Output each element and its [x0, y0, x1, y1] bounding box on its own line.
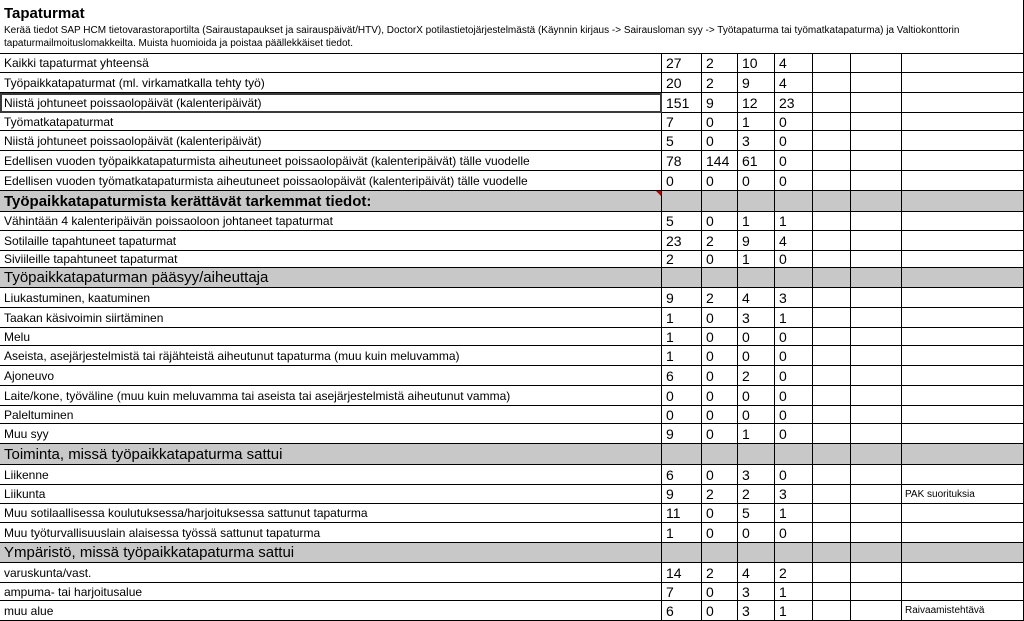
- value-cell[interactable]: 5: [738, 504, 775, 523]
- value-cell[interactable]: 1: [738, 251, 775, 268]
- value-cell[interactable]: 14: [662, 563, 702, 583]
- empty-cell[interactable]: [851, 251, 902, 268]
- section-header[interactable]: [0, 0, 1024, 54]
- note-cell[interactable]: [902, 191, 1024, 212]
- value-cell[interactable]: 78: [662, 151, 702, 171]
- note-cell[interactable]: [902, 366, 1024, 386]
- empty-cell[interactable]: [851, 386, 902, 406]
- value-cell[interactable]: 2: [738, 366, 775, 386]
- value-cell[interactable]: 3: [738, 465, 775, 485]
- value-cell[interactable]: 1: [775, 212, 813, 231]
- value-cell[interactable]: 5: [662, 212, 702, 231]
- value-cell[interactable]: [702, 268, 738, 288]
- empty-cell[interactable]: [813, 563, 851, 583]
- empty-cell[interactable]: [851, 113, 902, 131]
- value-cell[interactable]: [738, 444, 775, 465]
- row-label-cell[interactable]: Muu työturvallisuuslain alaisessa työssä sattunut tapaturma: [0, 523, 662, 543]
- value-cell[interactable]: 27: [662, 54, 702, 73]
- empty-cell[interactable]: [813, 424, 851, 444]
- note-cell[interactable]: [902, 504, 1024, 523]
- note-cell[interactable]: [902, 212, 1024, 231]
- note-cell[interactable]: [902, 406, 1024, 424]
- note-cell[interactable]: [902, 54, 1024, 73]
- note-cell[interactable]: [902, 465, 1024, 485]
- row-label-cell[interactable]: Työmatkatapaturmat: [0, 113, 662, 131]
- empty-cell[interactable]: [813, 465, 851, 485]
- value-cell[interactable]: 0: [775, 113, 813, 131]
- sheet-description: Kerää tiedot SAP HCM tietovarastoraportilta (Sairaustapaukset ja sairauspäivät/HTV), DoctorX potilastietojärjestelmästä (Käynnin kirjaus -> Sairausloman syy -> Työtapaturma tai työmatkatapaturma) ja Valtiokonttorin tapaturmailmoituslomakkeilta. Muista huomioida ja poistaa päällekkäiset tiedot.: [4, 25, 960, 49]
- value-cell[interactable]: 7: [662, 583, 702, 601]
- empty-cell[interactable]: [813, 212, 851, 231]
- value-cell[interactable]: [775, 543, 813, 563]
- row-label-cell[interactable]: Melu: [0, 328, 662, 346]
- value-cell[interactable]: 0: [775, 406, 813, 424]
- value-cell[interactable]: 0: [738, 346, 775, 366]
- table-row: [0, 251, 1024, 268]
- empty-cell[interactable]: [813, 444, 851, 465]
- value-cell[interactable]: 0: [702, 465, 738, 485]
- table-row: [0, 93, 1024, 113]
- table-row: [0, 366, 1024, 386]
- value-cell[interactable]: 4: [738, 288, 775, 308]
- value-cell[interactable]: 10: [738, 54, 775, 73]
- value-cell[interactable]: [702, 543, 738, 563]
- empty-cell[interactable]: [851, 212, 902, 231]
- empty-cell[interactable]: [813, 386, 851, 406]
- value-cell[interactable]: 0: [775, 251, 813, 268]
- value-cell[interactable]: 1: [662, 308, 702, 328]
- value-cell[interactable]: 0: [702, 386, 738, 406]
- empty-cell[interactable]: [851, 308, 902, 328]
- table-row: [0, 583, 1024, 601]
- value-cell[interactable]: [738, 191, 775, 212]
- row-label-cell[interactable]: Sotilaille tapahtuneet tapaturmat: [0, 231, 662, 251]
- row-label-cell[interactable]: Työpaikkatapaturmat (ml. virkamatkalla tehty työ): [0, 73, 662, 93]
- value-cell[interactable]: 4: [775, 54, 813, 73]
- row-label-cell[interactable]: Edellisen vuoden työpaikkatapaturmista aiheutuneet poissaolopäivät (kalenteripäivät) tälle vuodelle: [0, 151, 662, 171]
- table-row: [0, 523, 1024, 543]
- note-cell[interactable]: [902, 93, 1024, 113]
- note-cell[interactable]: [902, 308, 1024, 328]
- section-title-cell[interactable]: Työpaikkatapaturmista kerättävät tarkemmat tiedot:: [0, 191, 662, 212]
- value-cell[interactable]: [662, 444, 702, 465]
- row-label-cell[interactable]: Edellisen vuoden työmatkatapaturmista aiheutuneet poissaolopäivät (kalenteripäivät) tälle vuodelle: [0, 171, 662, 191]
- value-cell[interactable]: 144: [702, 151, 738, 171]
- empty-cell[interactable]: [851, 191, 902, 212]
- value-cell[interactable]: 0: [702, 171, 738, 191]
- value-cell[interactable]: 0: [775, 151, 813, 171]
- note-cell[interactable]: [902, 131, 1024, 151]
- value-cell[interactable]: 1: [662, 346, 702, 366]
- section-title-cell[interactable]: Toiminta, missä työpaikkatapaturma sattui: [0, 444, 662, 465]
- value-cell[interactable]: 2: [702, 54, 738, 73]
- value-cell[interactable]: 11: [662, 504, 702, 523]
- empty-cell[interactable]: [851, 444, 902, 465]
- empty-cell[interactable]: [813, 523, 851, 543]
- empty-cell[interactable]: [813, 601, 851, 621]
- value-cell[interactable]: 0: [702, 212, 738, 231]
- empty-cell[interactable]: [813, 366, 851, 386]
- value-cell[interactable]: 4: [775, 73, 813, 93]
- value-cell[interactable]: 0: [738, 386, 775, 406]
- row-label-cell[interactable]: Niistä johtuneet poissaolopäivät (kalenteripäivät): [0, 93, 662, 113]
- section-title-cell[interactable]: Työpaikkatapaturman pääsyy/aiheuttaja: [0, 268, 662, 288]
- note-cell[interactable]: [902, 231, 1024, 251]
- value-cell[interactable]: 12: [738, 93, 775, 113]
- empty-cell[interactable]: [813, 251, 851, 268]
- value-cell[interactable]: 0: [702, 346, 738, 366]
- value-cell[interactable]: 2: [775, 563, 813, 583]
- empty-cell[interactable]: [813, 231, 851, 251]
- section-row: [0, 543, 1024, 563]
- empty-cell[interactable]: [851, 406, 902, 424]
- table-row: [0, 386, 1024, 406]
- value-cell[interactable]: 0: [662, 386, 702, 406]
- row-label-cell[interactable]: Paleltuminen: [0, 406, 662, 424]
- table-row: [0, 308, 1024, 328]
- empty-cell[interactable]: [813, 131, 851, 151]
- row-label-cell[interactable]: Kaikki tapaturmat yhteensä: [0, 54, 662, 73]
- value-cell[interactable]: 1: [738, 212, 775, 231]
- empty-cell[interactable]: [813, 171, 851, 191]
- empty-cell[interactable]: [813, 583, 851, 601]
- empty-cell[interactable]: [851, 366, 902, 386]
- value-cell[interactable]: [702, 191, 738, 212]
- value-cell[interactable]: 0: [775, 171, 813, 191]
- empty-cell[interactable]: [813, 73, 851, 93]
- table-row: [0, 212, 1024, 231]
- table-row: [0, 231, 1024, 251]
- row-label-cell[interactable]: ampuma- tai harjoitusalue: [0, 583, 662, 601]
- note-cell[interactable]: [902, 251, 1024, 268]
- value-cell[interactable]: 1: [662, 523, 702, 543]
- empty-cell[interactable]: [813, 268, 851, 288]
- empty-cell[interactable]: [813, 504, 851, 523]
- empty-cell[interactable]: [851, 543, 902, 563]
- table-row: [0, 131, 1024, 151]
- empty-cell[interactable]: [851, 231, 902, 251]
- empty-cell[interactable]: [851, 504, 902, 523]
- empty-cell[interactable]: [813, 328, 851, 346]
- note-cell[interactable]: [902, 583, 1024, 601]
- section-row: [0, 268, 1024, 288]
- empty-cell[interactable]: [851, 73, 902, 93]
- value-cell[interactable]: 0: [738, 406, 775, 424]
- value-cell[interactable]: [662, 543, 702, 563]
- comment-indicator-icon[interactable]: [656, 191, 661, 196]
- value-cell[interactable]: 0: [662, 171, 702, 191]
- sheet-title: Tapaturmat: [4, 5, 85, 22]
- empty-cell[interactable]: [851, 328, 902, 346]
- value-cell[interactable]: [775, 191, 813, 212]
- value-cell[interactable]: 1: [775, 583, 813, 601]
- table-row: [0, 563, 1024, 583]
- empty-cell[interactable]: [813, 288, 851, 308]
- value-cell[interactable]: 0: [702, 131, 738, 151]
- value-cell[interactable]: 0: [702, 113, 738, 131]
- note-cell[interactable]: [902, 346, 1024, 366]
- value-cell[interactable]: 9: [662, 424, 702, 444]
- empty-cell[interactable]: [813, 406, 851, 424]
- value-cell[interactable]: 3: [738, 308, 775, 328]
- empty-cell[interactable]: [813, 113, 851, 131]
- empty-cell[interactable]: [813, 543, 851, 563]
- value-cell[interactable]: 4: [775, 231, 813, 251]
- row-label-cell[interactable]: Taakan käsivoimin siirtäminen: [0, 308, 662, 328]
- value-cell[interactable]: 2: [662, 251, 702, 268]
- table-row: [0, 504, 1024, 523]
- table-row: [0, 601, 1024, 621]
- value-cell[interactable]: 0: [702, 523, 738, 543]
- row-label-cell[interactable]: muu alue: [0, 601, 662, 621]
- value-cell[interactable]: 3: [738, 131, 775, 151]
- value-cell[interactable]: 1: [662, 328, 702, 346]
- value-cell[interactable]: 0: [775, 465, 813, 485]
- value-cell[interactable]: 0: [775, 346, 813, 366]
- table-row: [0, 465, 1024, 485]
- empty-cell[interactable]: [851, 171, 902, 191]
- value-cell[interactable]: 3: [775, 288, 813, 308]
- value-cell[interactable]: 1: [775, 504, 813, 523]
- value-cell[interactable]: 0: [702, 601, 738, 621]
- table-row: [0, 113, 1024, 131]
- value-cell[interactable]: [738, 268, 775, 288]
- value-cell[interactable]: 20: [662, 73, 702, 93]
- value-cell[interactable]: 0: [702, 583, 738, 601]
- value-cell[interactable]: 4: [738, 563, 775, 583]
- value-cell[interactable]: 2: [702, 231, 738, 251]
- table-row: [0, 424, 1024, 444]
- note-cell[interactable]: PAK suorituksia: [902, 485, 1024, 504]
- value-cell[interactable]: 9: [702, 93, 738, 113]
- value-cell[interactable]: [702, 444, 738, 465]
- empty-cell[interactable]: [851, 563, 902, 583]
- note-cell[interactable]: Raivaamistehtävä: [902, 601, 1024, 621]
- empty-cell[interactable]: [851, 54, 902, 73]
- value-cell[interactable]: 7: [662, 113, 702, 131]
- empty-cell[interactable]: [851, 268, 902, 288]
- table-row: [0, 151, 1024, 171]
- value-cell[interactable]: 0: [738, 171, 775, 191]
- value-cell[interactable]: 2: [702, 485, 738, 504]
- value-cell[interactable]: 0: [738, 328, 775, 346]
- note-cell[interactable]: [902, 386, 1024, 406]
- row-label-cell[interactable]: Liikenne: [0, 465, 662, 485]
- row-label-cell[interactable]: Liukastuminen, kaatuminen: [0, 288, 662, 308]
- value-cell[interactable]: 0: [775, 131, 813, 151]
- value-cell[interactable]: 9: [662, 288, 702, 308]
- empty-cell[interactable]: [851, 424, 902, 444]
- empty-cell[interactable]: [813, 308, 851, 328]
- row-label-cell[interactable]: Niistä johtuneet poissaolopäivät (kalenteripäivät): [0, 131, 662, 151]
- note-cell[interactable]: [902, 171, 1024, 191]
- empty-cell[interactable]: [813, 93, 851, 113]
- value-cell[interactable]: 0: [775, 328, 813, 346]
- value-cell[interactable]: [662, 268, 702, 288]
- value-cell[interactable]: 5: [662, 131, 702, 151]
- note-cell[interactable]: [902, 444, 1024, 465]
- row-label-cell[interactable]: Ajoneuvo: [0, 366, 662, 386]
- value-cell[interactable]: 0: [702, 406, 738, 424]
- note-cell[interactable]: [902, 523, 1024, 543]
- value-cell[interactable]: 0: [702, 251, 738, 268]
- note-cell[interactable]: [902, 288, 1024, 308]
- note-cell[interactable]: [902, 268, 1024, 288]
- value-cell[interactable]: 1: [738, 113, 775, 131]
- value-cell[interactable]: 2: [702, 563, 738, 583]
- table-row: [0, 171, 1024, 191]
- note-cell[interactable]: [902, 73, 1024, 93]
- value-cell[interactable]: 2: [702, 73, 738, 93]
- value-cell[interactable]: 2: [738, 485, 775, 504]
- note-cell[interactable]: [902, 424, 1024, 444]
- value-cell[interactable]: 0: [702, 308, 738, 328]
- value-cell[interactable]: 3: [738, 601, 775, 621]
- row-label-cell[interactable]: Laite/kone, työväline (muu kuin meluvamma tai aseista tai asejärjestelmistä aiheutunut vamma): [0, 386, 662, 406]
- empty-cell[interactable]: [813, 151, 851, 171]
- row-label-cell[interactable]: Siviileille tapahtuneet tapaturmat: [0, 251, 662, 268]
- value-cell[interactable]: 9: [662, 485, 702, 504]
- empty-cell[interactable]: [851, 465, 902, 485]
- table-row: [0, 54, 1024, 73]
- value-cell[interactable]: 0: [702, 424, 738, 444]
- value-cell[interactable]: 6: [662, 601, 702, 621]
- table-row: [0, 328, 1024, 346]
- empty-cell[interactable]: [851, 151, 902, 171]
- section-row: [0, 191, 1024, 212]
- empty-cell[interactable]: [851, 523, 902, 543]
- value-cell[interactable]: 0: [702, 504, 738, 523]
- note-cell[interactable]: [902, 543, 1024, 563]
- empty-cell[interactable]: [851, 131, 902, 151]
- value-cell[interactable]: 1: [775, 308, 813, 328]
- row-label-cell[interactable]: Muu syy: [0, 424, 662, 444]
- value-cell[interactable]: 0: [775, 386, 813, 406]
- note-cell[interactable]: [902, 328, 1024, 346]
- section-row: [0, 444, 1024, 465]
- value-cell[interactable]: 0: [702, 328, 738, 346]
- value-cell[interactable]: 0: [775, 523, 813, 543]
- value-cell[interactable]: 0: [775, 424, 813, 444]
- value-cell[interactable]: 2: [702, 288, 738, 308]
- note-cell[interactable]: [902, 113, 1024, 131]
- empty-cell[interactable]: [851, 485, 902, 504]
- note-cell[interactable]: [902, 563, 1024, 583]
- empty-cell[interactable]: [813, 191, 851, 212]
- value-cell[interactable]: 23: [662, 231, 702, 251]
- value-cell[interactable]: [662, 191, 702, 212]
- value-cell[interactable]: 0: [775, 366, 813, 386]
- value-cell[interactable]: [775, 268, 813, 288]
- value-cell[interactable]: 6: [662, 366, 702, 386]
- table-row: [0, 346, 1024, 366]
- empty-cell[interactable]: [851, 93, 902, 113]
- empty-cell[interactable]: [851, 601, 902, 621]
- row-label-cell[interactable]: Liikunta: [0, 485, 662, 504]
- value-cell[interactable]: 0: [738, 523, 775, 543]
- value-cell[interactable]: 1: [738, 424, 775, 444]
- value-cell[interactable]: 9: [738, 231, 775, 251]
- row-label-cell[interactable]: Aseista, asejärjestelmistä tai räjähteistä aiheutunut tapaturma (muu kuin meluvamma): [0, 346, 662, 366]
- value-cell[interactable]: [775, 444, 813, 465]
- table-row: [0, 288, 1024, 308]
- value-cell[interactable]: 23: [775, 93, 813, 113]
- value-cell[interactable]: 6: [662, 465, 702, 485]
- value-cell[interactable]: 3: [775, 485, 813, 504]
- value-cell[interactable]: 0: [702, 366, 738, 386]
- section-title-cell[interactable]: Ympäristö, missä työpaikkatapaturma sattui: [0, 543, 662, 563]
- row-label-cell[interactable]: Vähintään 4 kalenteripäivän poissaoloon johtaneet tapaturmat: [0, 212, 662, 231]
- empty-cell[interactable]: [813, 54, 851, 73]
- value-cell[interactable]: 151: [662, 93, 702, 113]
- value-cell[interactable]: [738, 543, 775, 563]
- value-cell[interactable]: 1: [775, 601, 813, 621]
- note-cell[interactable]: [902, 151, 1024, 171]
- value-cell[interactable]: 61: [738, 151, 775, 171]
- empty-cell[interactable]: [851, 346, 902, 366]
- value-cell[interactable]: 3: [738, 583, 775, 601]
- table-row: [0, 406, 1024, 424]
- table-row: [0, 73, 1024, 93]
- empty-cell[interactable]: [851, 288, 902, 308]
- row-label-cell[interactable]: varuskunta/vast.: [0, 563, 662, 583]
- empty-cell[interactable]: [813, 485, 851, 504]
- value-cell[interactable]: 9: [738, 73, 775, 93]
- empty-cell[interactable]: [813, 346, 851, 366]
- row-label-cell[interactable]: Muu sotilaallisessa koulutuksessa/harjoituksessa sattunut tapaturma: [0, 504, 662, 523]
- empty-cell[interactable]: [851, 583, 902, 601]
- value-cell[interactable]: 0: [662, 406, 702, 424]
- table-row: [0, 485, 1024, 504]
